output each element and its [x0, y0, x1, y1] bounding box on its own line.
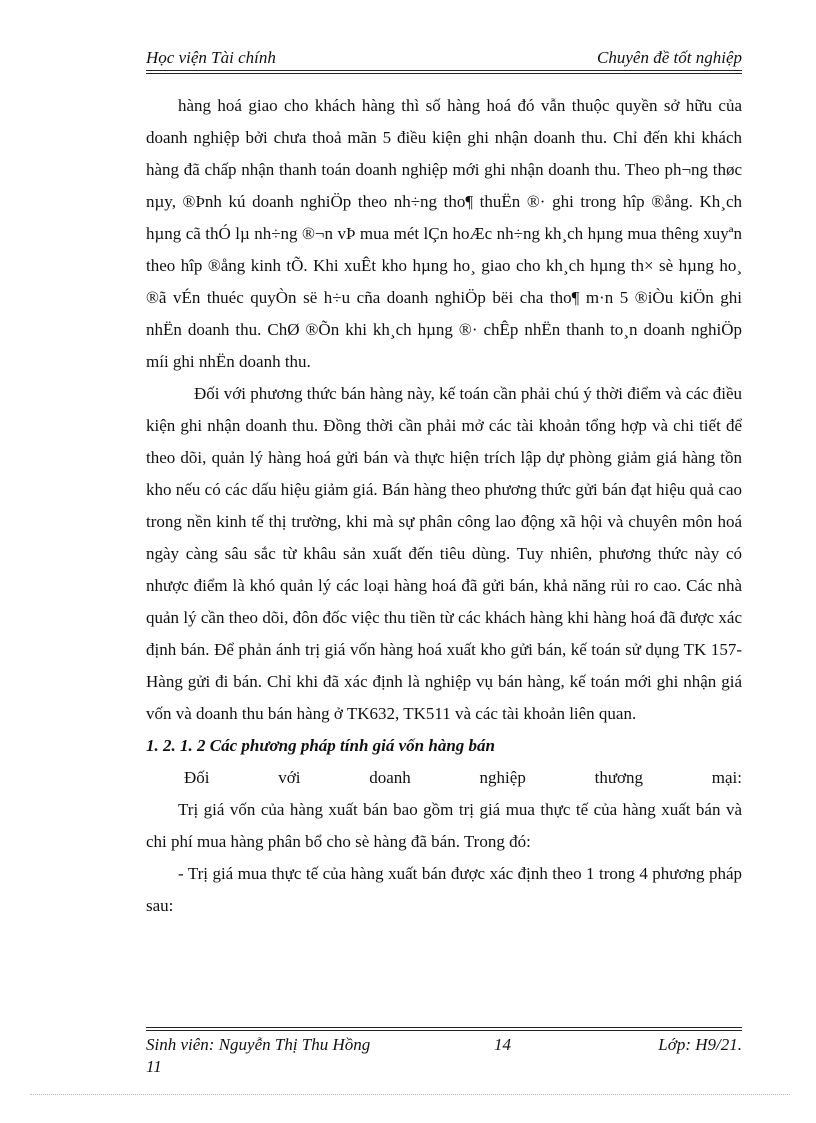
header-rule — [146, 73, 742, 74]
paragraph: - Trị giá mua thực tế của hàng xuất bán được xác định theo 1 trong 4 phương pháp sau: — [146, 864, 742, 915]
page-header — [146, 48, 742, 70]
footer-student: Sinh viên: Nguyễn Thị Thu Hồng — [146, 1035, 371, 1054]
page-body — [146, 90, 742, 922]
header-document-type: Chuyên đề tốt nghiệp — [597, 48, 742, 67]
paragraph: hàng hoá giao cho khách hàng thì số hàng hoá đó vẫn thuộc quyền sở hữu của doanh nghiệp bởi chưa thoả mãn 5 điều kiện ghi nhận doanh thu. Chỉ đến khi khách hàng đã chấp nhận thanh toán doanh nghiệp mới ghi nhận doanh thu. Theo ph¬ng thøc nµy, ®Þnh kú doanh nghiÖp theo nh÷ng tho¶ thuËn ®· ghi trong hîp ®ång. Kh¸ch hµng cã thÓ lµ nh÷ng ®¬n vÞ mua mét lÇn hoÆc nh÷ng kh¸ch hµng mua thêng xuyªn theo hîp ®ång kinh tÕ. Khi xuÊt kho hµng ho¸ giao cho kh¸ch hµng th× sè hµng ho¸ ®ã vÉn thuéc quyÒn së h÷u cña doanh nghiÖp bëi cha tho¶ m·n 5 ®iÒu kiÖn ghi nhËn doanh thu. ChØ ®Õn khi kh¸ch hµng ®· chÊp nhËn thanh to¸n doanh nghiÖp míi ghi nhËn doanh thu. — [146, 96, 742, 371]
header-rule — [146, 70, 742, 71]
footer-rule — [146, 1027, 742, 1028]
header-institution: Học viện Tài chính — [146, 48, 276, 67]
paragraph: Đối với phương thức bán hàng này, kế toán cần phải chú ý thời điểm và các điều kiện ghi nhận doanh thu. Đồng thời cần phải mở các tài khoản tổng hợp và chi tiết để theo dõi, quản lý hàng hoá gửi bán và thực hiện trích lập dự phòng giảm giá hàng tồn kho nếu có các dấu hiệu giảm giá. Bán hàng theo phương thức gửi bán đạt hiệu quả cao trong nền kinh tế thị trường, khi mà sự phân công lao động xã hội và chuyên môn hoá ngày càng sâu sắc từ khâu sản xuất đến tiêu dùng. Tuy nhiên, phương thức này có nhược điểm là khó quản lý các loại hàng hoá đã gửi bán, khả năng rủi ro cao. Các nhà quản lý cần theo dõi, đôn đốc việc thu tiền từ các khách hàng khi hàng hoá đã được xác định bán. Để phản ánh trị giá vốn hàng hoá xuất kho gửi bán, kế toán sử dụng TK 157- Hàng gửi đi bán. Chỉ khi đã xác định là nghiệp vụ bán hàng, kế toán mới ghi nhận giá vốn và doanh thu bán hàng ở TK632, TK511 và các tài khoản liên quan. — [146, 384, 742, 723]
footer-class: Lớp: H9/21. — [658, 1035, 742, 1054]
footer-rule — [146, 1030, 742, 1031]
paragraph: Đối với doanh nghiệp thương mại: — [184, 768, 742, 787]
page-number: 14 — [494, 1035, 511, 1054]
page-bottom-divider — [30, 1094, 790, 1095]
section-heading: 1. 2. 1. 2 Các phương pháp tính giá vốn hàng bán — [146, 736, 495, 755]
paragraph: Trị giá vốn của hàng xuất bán bao gồm trị giá mua thực tế của hàng xuất bán và chi phí mua hàng phân bổ cho sè hàng đã bán. Trong đó: — [146, 800, 742, 851]
footer-class-continued: 11 — [146, 1057, 162, 1076]
